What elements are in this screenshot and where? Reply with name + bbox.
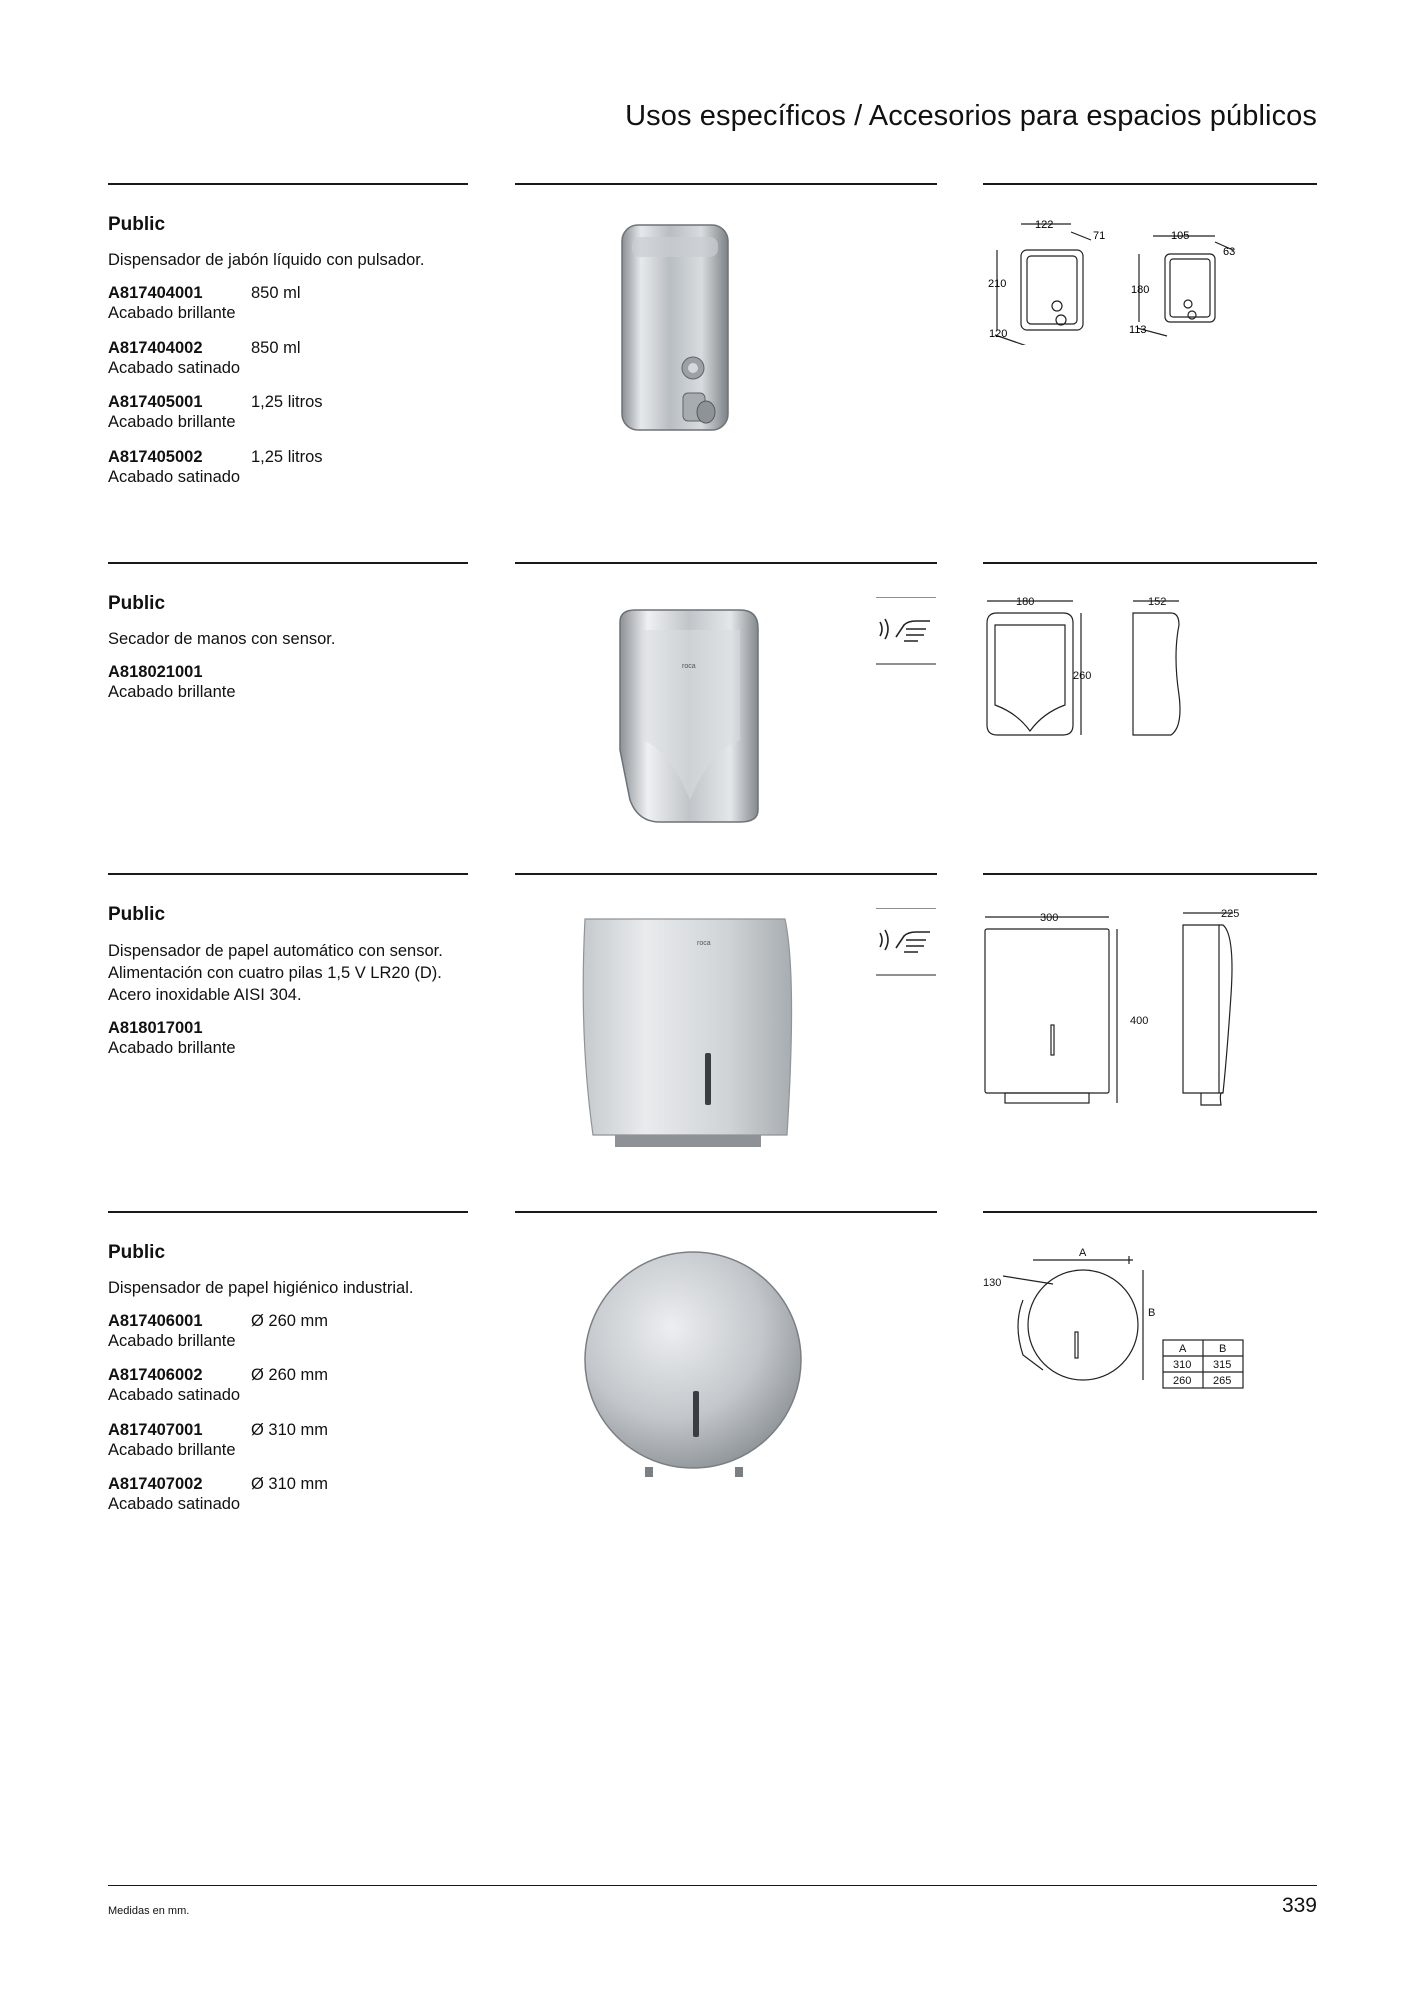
variant-code: A817407002 (108, 1475, 203, 1493)
variant-finish: Acabado satinado (108, 359, 241, 377)
variant-spec: 1,25 litros (251, 393, 323, 411)
divider (108, 183, 468, 185)
variant-spec: 850 ml (251, 284, 301, 302)
table-cell: 310 (1173, 1359, 1192, 1371)
variant-finish: Acabado satinado (108, 1495, 241, 1513)
product-variant (108, 1420, 328, 1460)
variant-code: A817406001 (108, 1312, 203, 1330)
dim-height: 260 (1073, 670, 1092, 682)
product-brand: Public (108, 1242, 166, 1263)
description-line: Dispensador de papel automático con sensor. (108, 942, 443, 960)
variant-code: A818021001 (108, 663, 203, 681)
product-variant (108, 338, 301, 378)
footer-note: Medidas en mm. (108, 1905, 190, 1917)
sensor-icon (876, 597, 936, 665)
description-line: Alimentación con cuatro pilas 1,5 V LR20 (D). (108, 964, 442, 982)
variant-code: A817405002 (108, 448, 203, 466)
product-description: Dispensador de jabón líquido con pulsador. (108, 251, 425, 269)
divider (108, 562, 468, 564)
dim-depth: 130 (983, 1277, 1002, 1289)
dim-depth: 152 (1148, 596, 1167, 608)
divider (515, 562, 937, 564)
variant-finish: Acabado brillante (108, 683, 236, 701)
product-variant (108, 1474, 328, 1514)
product-description (108, 940, 443, 1006)
variant-finish: Acabado satinado (108, 1386, 241, 1404)
product-brand: Public (108, 904, 166, 925)
footer-divider (108, 1885, 1317, 1886)
dim-b-height: 180 (1131, 284, 1150, 296)
product-variant (108, 392, 323, 432)
dim-a-width: 122 (1035, 219, 1054, 231)
variant-code: A817404001 (108, 284, 203, 302)
dim-width: 180 (1016, 596, 1035, 608)
divider (983, 562, 1317, 564)
dim-depth: 225 (1221, 908, 1240, 920)
product-variant (108, 283, 301, 323)
variant-code: A818017001 (108, 1019, 203, 1037)
variant-finish: Acabado satinado (108, 468, 241, 486)
dim-b-width: 105 (1171, 230, 1190, 242)
variant-spec: Ø 310 mm (251, 1475, 329, 1493)
variant-spec: 1,25 litros (251, 448, 323, 466)
divider (983, 183, 1317, 185)
hand-dryer-photo (590, 600, 860, 840)
dim-height: 400 (1130, 1015, 1149, 1027)
product-variant (108, 1018, 251, 1058)
table-header: B (1219, 1343, 1227, 1355)
toilet-paper-dispenser-photo (565, 1245, 825, 1485)
variant-finish: Acabado brillante (108, 304, 236, 322)
variant-code: A817405001 (108, 393, 203, 411)
brand-logo: roca (682, 663, 696, 670)
sensor-icon (876, 908, 936, 976)
soap-dispenser-drawing (983, 210, 1263, 345)
soap-dispenser-photo (610, 215, 850, 445)
product-description: Dispensador de papel higiénico industrial. (108, 1279, 414, 1297)
variant-finish: Acabado brillante (108, 1441, 236, 1459)
description-line: Acero inoxidable AISI 304. (108, 986, 302, 1004)
dim-a-base: 120 (989, 328, 1008, 340)
product-variant (108, 662, 251, 702)
variant-code: A817407001 (108, 1421, 203, 1439)
variant-code: A817406002 (108, 1366, 203, 1384)
variant-finish: Acabado brillante (108, 413, 236, 431)
table-cell: 260 (1173, 1375, 1192, 1387)
product-description: Secador de manos con sensor. (108, 630, 336, 648)
divider (108, 1211, 468, 1213)
page-title: Usos específicos / Accesorios para espacios públicos (625, 100, 1317, 132)
divider (515, 183, 937, 185)
variant-spec: Ø 260 mm (251, 1312, 329, 1330)
paper-dispenser-photo (575, 915, 815, 1165)
table-cell: 315 (1213, 1359, 1232, 1371)
product-variant (108, 1365, 328, 1405)
product-variant (108, 447, 323, 487)
dim-label-a: A (1079, 1247, 1087, 1259)
brand-logo: roca (697, 940, 711, 947)
divider (983, 873, 1317, 875)
toilet-paper-dispenser-drawing (983, 1240, 1263, 1400)
dim-width: 300 (1040, 912, 1059, 924)
variant-finish: Acabado brillante (108, 1039, 236, 1057)
product-brand: Public (108, 593, 166, 614)
divider (983, 1211, 1317, 1213)
dim-b-depth: 63 (1223, 246, 1236, 258)
divider (515, 1211, 937, 1213)
variant-spec: Ø 260 mm (251, 1366, 329, 1384)
product-variant (108, 1311, 328, 1351)
variant-finish: Acabado brillante (108, 1332, 236, 1350)
divider (515, 873, 937, 875)
dim-b-base: 113 (1129, 324, 1147, 336)
variant-code: A817404002 (108, 339, 203, 357)
divider (108, 873, 468, 875)
dim-label-b: B (1148, 1307, 1156, 1319)
hand-dryer-drawing (983, 595, 1213, 745)
table-cell: 265 (1213, 1375, 1232, 1387)
product-brand: Public (108, 214, 166, 235)
variant-spec: Ø 310 mm (251, 1421, 329, 1439)
dim-a-height: 210 (988, 278, 1007, 290)
page-number: 339 (1281, 1894, 1317, 1917)
table-header: A (1179, 1343, 1187, 1355)
paper-dispenser-drawing (983, 905, 1283, 1120)
dim-a-depth: 71 (1093, 230, 1106, 242)
variant-spec: 850 ml (251, 339, 301, 357)
